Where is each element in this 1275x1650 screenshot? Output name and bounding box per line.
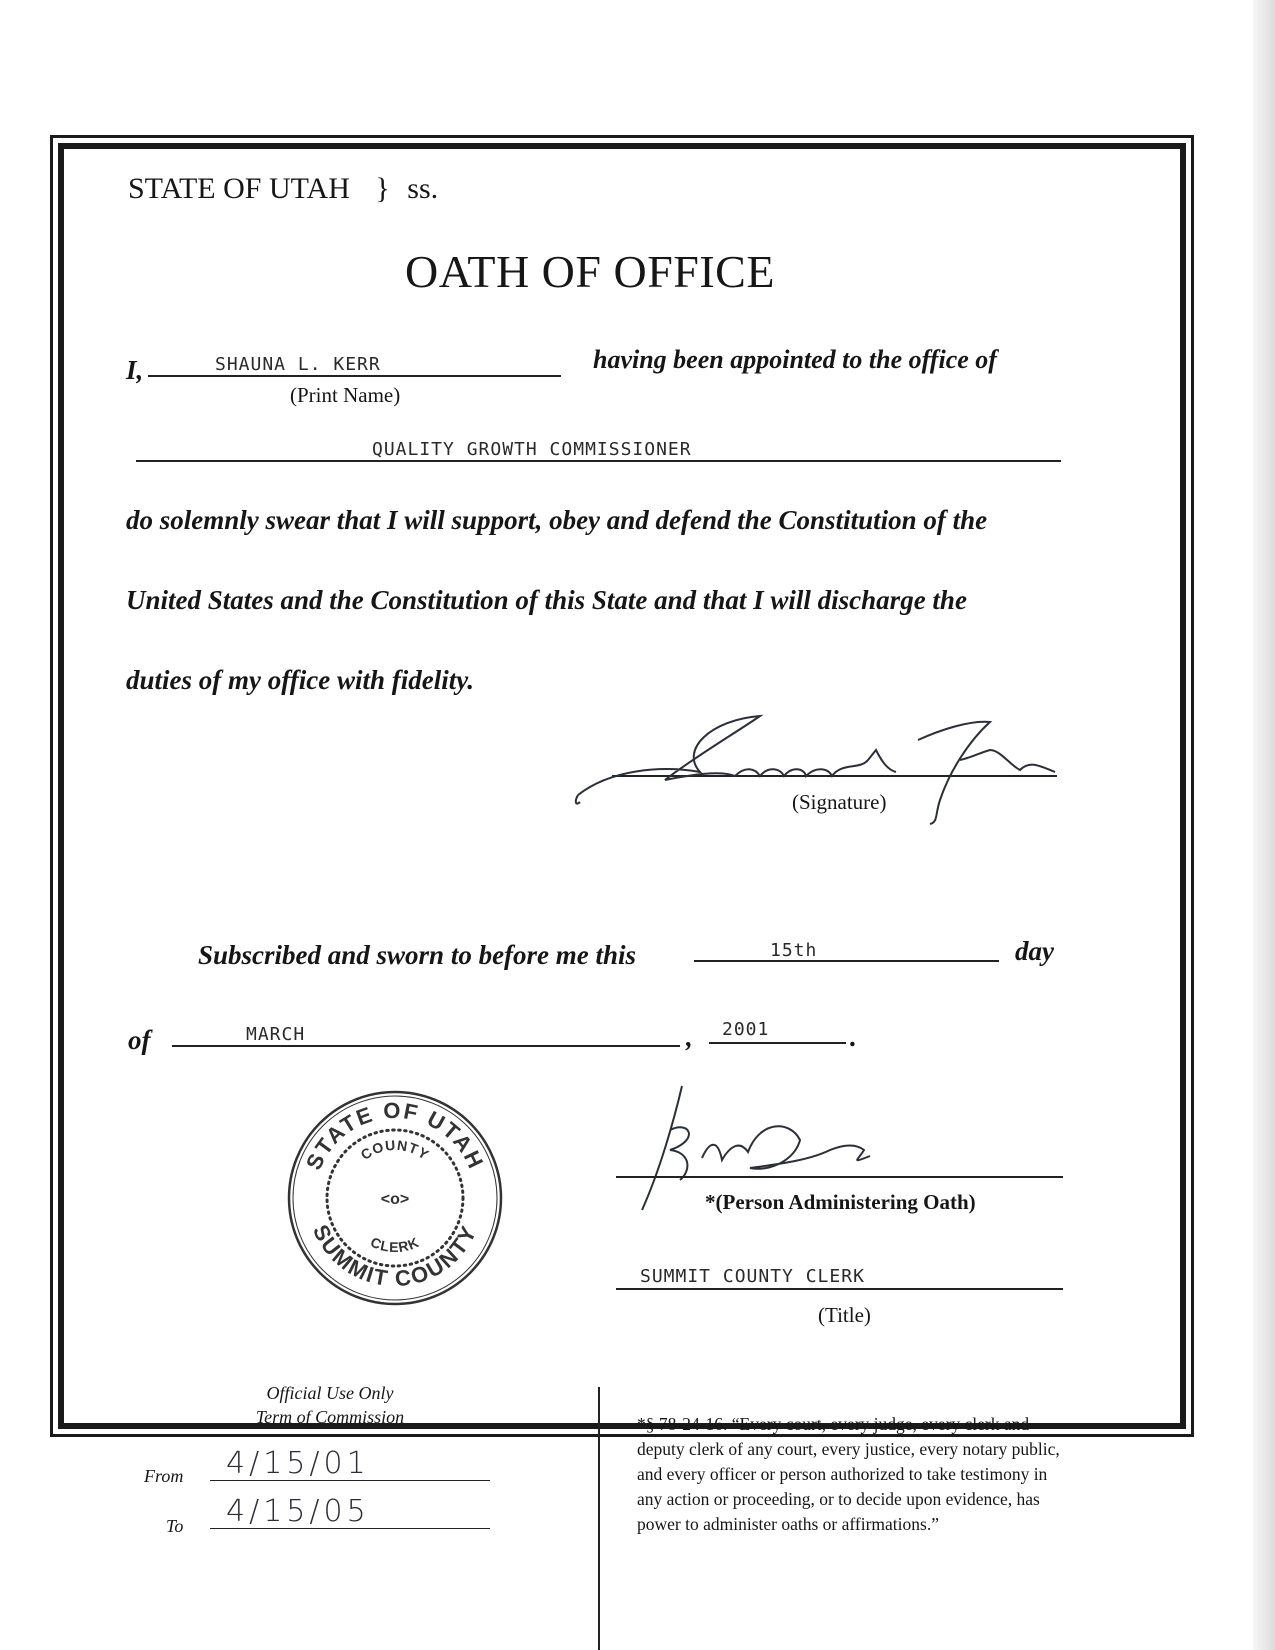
oath-line-2: United States and the Constitution of this State and that I will discharge the [126,585,967,615]
office-line [136,460,1061,462]
month-value: MARCH [246,1024,306,1045]
term-heading: Term of Commission [255,1407,405,1427]
oath-line-3: duties of my office with fidelity. [126,665,474,695]
appointed-text: having been appointed to the office of [593,345,997,374]
day-value: 15th [770,940,818,961]
to-label: To [166,1516,184,1536]
name-line [148,375,561,377]
official-use-heading: Official Use Only [266,1383,394,1403]
oath-line-1: do solemnly swear that I will support, obey and defend the Constitution of the [126,505,988,535]
year-line [709,1042,846,1044]
period: . [850,1022,857,1052]
statute-line-2: deputy clerk of any court, every justice, every notary public, [637,1439,1060,1459]
brace: } [375,172,390,205]
signature-caption: (Signature) [792,790,887,814]
statute-text [637,1412,1060,1537]
svg-text:STATE OF UTAH [301,1098,489,1174]
to-value: 4/15/05 [226,1494,370,1529]
svg-text:CLERK [368,1234,422,1255]
of-label: of [128,1025,151,1055]
title-caption: (Title) [818,1303,871,1327]
office-value: QUALITY GROWTH COMMISSIONER [372,439,692,460]
sworn-text: Subscribed and sworn to before me this [198,940,637,970]
seal-bottom-text: SUMMIT COUNTY [307,1220,483,1292]
administrator-caption: *(Person Administering Oath) [705,1190,976,1214]
statute-line-4: any action or proceeding, or to decide upon evidence, has [637,1489,1040,1509]
comma: , [686,1022,693,1052]
seal-inner-bottom: CLERK [368,1233,422,1256]
day-line [694,960,999,962]
seal-inner-top: COUNTY [357,1136,433,1163]
svg-text:SUMMIT COUNTY [308,1221,482,1292]
from-label: From [144,1466,184,1486]
printed-name: SHAUNA L. KERR [215,354,381,375]
seal-center: <o> [380,1191,410,1208]
month-line [172,1045,680,1047]
administrator-line [616,1176,1063,1178]
county-clerk-seal [285,1088,505,1308]
state-name: STATE OF UTAH [128,172,350,205]
ss-label: ss. [407,172,439,205]
title-line [616,1288,1063,1290]
print-name-caption: (Print Name) [290,383,401,407]
from-value: 4/15/01 [226,1446,370,1481]
title-value: SUMMIT COUNTY CLERK [640,1266,865,1287]
statute-line-5: power to administer oaths or affirmations.” [637,1514,939,1534]
svg-text:COUNTY [358,1137,433,1163]
document-title: OATH OF OFFICE [405,246,775,297]
state-header [128,172,438,206]
year-value: 2001 [722,1019,770,1040]
vertical-divider [598,1387,600,1650]
page-edge-shadow [1253,0,1275,1650]
statute-line-1: *§ 78-24-16. “Every court, every judge, every clerk and [637,1414,1030,1434]
i-label: I, [126,355,144,385]
statute-line-3: and every officer or person authorized to take testimony in [637,1464,1048,1484]
seal-top-text: STATE OF UTAH [300,1097,490,1174]
day-label: day [1015,936,1054,966]
